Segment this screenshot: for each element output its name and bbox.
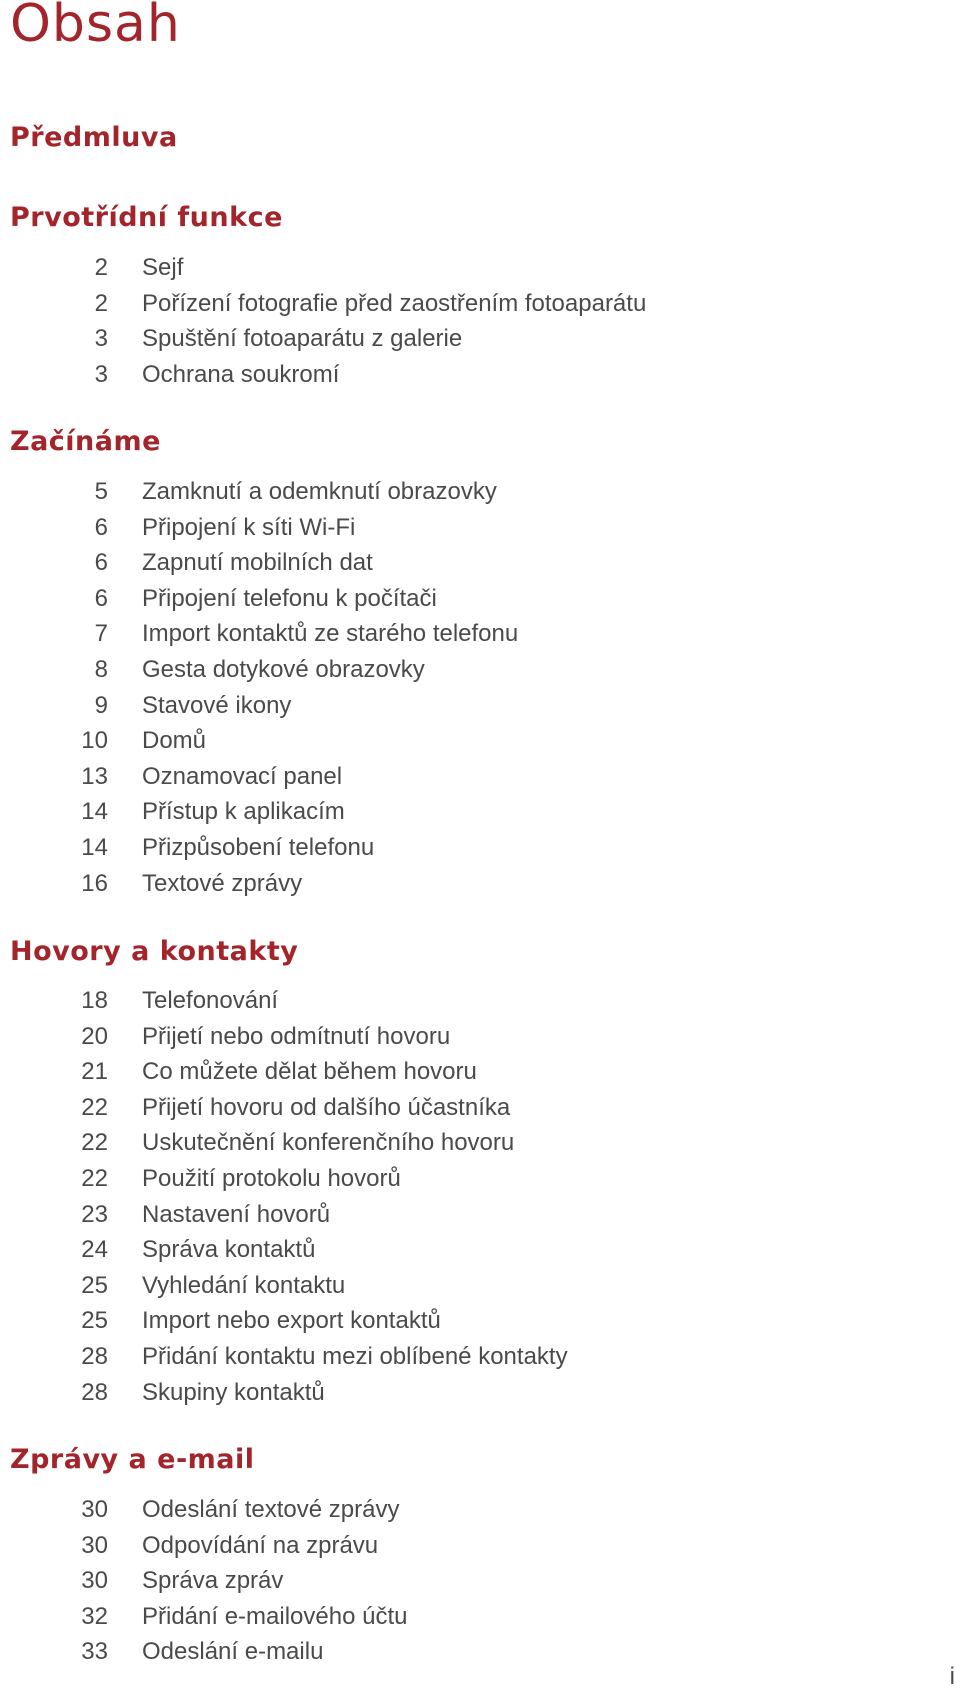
toc-entry-title: Odeslání e-mailu (142, 1638, 324, 1666)
toc-entry[interactable] (0, 866, 960, 902)
toc-page-number: 3 (94, 360, 108, 388)
toc-entry-title: Připojení k síti Wi-Fi (142, 513, 356, 541)
toc-page-number: 9 (94, 691, 108, 719)
toc-entry[interactable] (0, 794, 960, 830)
toc-entry-title: Přidání kontaktu mezi oblíbené kontakty (142, 1342, 568, 1370)
toc-page-number: 30 (81, 1496, 108, 1523)
toc-list-zpravy-a-e-mail (0, 1492, 960, 1670)
toc-entry[interactable] (0, 1232, 960, 1268)
toc-page-number: 30 (81, 1567, 108, 1595)
toc-entry[interactable] (0, 1054, 960, 1090)
toc-page-number: 22 (81, 1093, 108, 1121)
toc-page-number: 18 (81, 987, 108, 1014)
toc-entry[interactable] (0, 286, 960, 322)
toc-entry[interactable] (0, 688, 960, 724)
section-title-zpravy-a-e-mail[interactable]: Zprávy a e-mail (10, 1444, 255, 1475)
toc-entry[interactable] (0, 759, 960, 795)
toc-page-number: 32 (81, 1602, 108, 1630)
toc-entry-title: Odeslání textové zprávy (142, 1496, 400, 1523)
toc-entry-title: Zamknutí a odemknutí obrazovky (142, 478, 497, 505)
toc-entry-title: Pořízení fotografie před zaostřením fotoaparátu (142, 289, 647, 317)
toc-entry[interactable] (0, 723, 960, 759)
toc-entry[interactable] (0, 1634, 960, 1670)
toc-entry-title: Zapnutí mobilních dat (142, 549, 373, 577)
toc-list-prvotridni-funkce (0, 250, 960, 392)
toc-page-number: 33 (81, 1638, 108, 1666)
toc-entry[interactable] (0, 1492, 960, 1528)
toc-entry-title: Import nebo export kontaktů (142, 1307, 441, 1335)
toc-entry[interactable] (0, 250, 960, 286)
toc-entry[interactable] (0, 1375, 960, 1411)
toc-entry[interactable] (0, 510, 960, 546)
toc-entry[interactable] (0, 1303, 960, 1339)
toc-entry-title: Telefonování (142, 987, 279, 1014)
toc-entry[interactable] (0, 1563, 960, 1599)
toc-entry[interactable] (0, 581, 960, 617)
toc-entry[interactable] (0, 1161, 960, 1197)
toc-entry-title: Odpovídání na zprávu (142, 1531, 379, 1559)
toc-entry-title: Přidání e-mailového účtu (142, 1602, 408, 1630)
toc-entry-title: Použití protokolu hovorů (142, 1164, 401, 1192)
toc-entry-title: Přizpůsobení telefonu (142, 833, 375, 861)
toc-page-number: 25 (81, 1271, 108, 1299)
toc-entry[interactable] (0, 545, 960, 581)
toc-page-number: 2 (94, 289, 108, 317)
toc-entry[interactable] (0, 1528, 960, 1564)
section-title-predmluva[interactable]: Předmluva (10, 122, 178, 153)
toc-page-number: 28 (81, 1342, 108, 1370)
toc-page-number: 20 (81, 1022, 108, 1050)
toc-entry[interactable] (0, 830, 960, 866)
toc-entry-title: Vyhledání kontaktu (142, 1271, 346, 1299)
toc-page-number: 3 (94, 325, 108, 353)
toc-entry-title: Co můžete dělat během hovoru (142, 1058, 477, 1086)
toc-page-number: 14 (81, 833, 108, 861)
toc-entry-title: Přijetí hovoru od dalšího účastníka (142, 1093, 511, 1121)
toc-page-number: 25 (81, 1307, 108, 1335)
toc-entry-title: Přístup k aplikacím (142, 798, 345, 826)
toc-page-number: 22 (81, 1164, 108, 1192)
toc-entry[interactable] (0, 1090, 960, 1126)
toc-page-number: 6 (94, 549, 108, 577)
toc-entry-title: Ochrana soukromí (142, 360, 340, 388)
toc-entry[interactable] (0, 1339, 960, 1375)
toc-entry-title: Stavové ikony (142, 691, 292, 719)
toc-page-number: 28 (81, 1378, 108, 1406)
toc-page-number: 6 (94, 513, 108, 541)
toc-entry[interactable] (0, 1125, 960, 1161)
toc-entry-title: Spuštění fotoaparátu z galerie (142, 325, 463, 353)
toc-entry-title: Správa zpráv (142, 1567, 284, 1595)
toc-entry-title: Import kontaktů ze starého telefonu (142, 620, 519, 648)
toc-page-number: 22 (81, 1129, 108, 1157)
toc-page-number: 13 (81, 762, 108, 790)
toc-entry-title: Textové zprávy (142, 869, 303, 897)
toc-entry-title: Správa kontaktů (142, 1236, 316, 1264)
toc-page-number: 2 (94, 254, 108, 281)
section-title-hovory-a-kontakty[interactable]: Hovory a kontakty (10, 936, 299, 967)
toc-page-number: 16 (81, 869, 108, 897)
toc-list-zaciname (0, 474, 960, 901)
toc-page-number: 8 (94, 655, 108, 683)
toc-entry-title: Připojení telefonu k počítači (142, 584, 437, 612)
toc-page-number: 14 (81, 798, 108, 826)
toc-page-number: 30 (81, 1531, 108, 1559)
toc-entry-title: Přijetí nebo odmítnutí hovoru (142, 1022, 451, 1050)
section-title-zaciname[interactable]: Začínáme (10, 426, 161, 457)
toc-entry[interactable] (0, 1599, 960, 1635)
toc-entry[interactable] (0, 652, 960, 688)
toc-entry[interactable] (0, 474, 960, 510)
toc-entry-title: Gesta dotykové obrazovky (142, 655, 425, 683)
page-title: Obsah (10, 0, 181, 54)
toc-list-hovory-a-kontakty (0, 983, 960, 1410)
toc-page-number: 6 (94, 584, 108, 612)
toc-entry[interactable] (0, 1268, 960, 1304)
toc-entry[interactable] (0, 357, 960, 393)
toc-entry[interactable] (0, 616, 960, 652)
toc-entry[interactable] (0, 1019, 960, 1055)
toc-entry[interactable] (0, 1197, 960, 1233)
toc-entry-title: Sejf (142, 254, 184, 281)
toc-page-number: 5 (94, 478, 108, 505)
toc-entry-title: Oznamovací panel (142, 762, 343, 790)
toc-entry[interactable] (0, 983, 960, 1019)
toc-entry[interactable] (0, 321, 960, 357)
toc-page-number: 10 (81, 727, 108, 755)
toc-entry-title: Skupiny kontaktů (142, 1378, 325, 1406)
page-number: i (949, 1663, 955, 1690)
toc-entry-title: Nastavení hovorů (142, 1200, 331, 1228)
toc-page-number: 7 (94, 620, 108, 648)
toc-page-number: 21 (81, 1058, 108, 1086)
toc-page-number: 24 (81, 1236, 108, 1264)
toc-entry-title: Uskutečnění konferenčního hovoru (142, 1129, 515, 1157)
toc-page-number: 23 (81, 1200, 108, 1228)
toc-entry-title: Domů (142, 727, 207, 755)
section-title-prvotridni-funkce[interactable]: Prvotřídní funkce (10, 202, 283, 233)
